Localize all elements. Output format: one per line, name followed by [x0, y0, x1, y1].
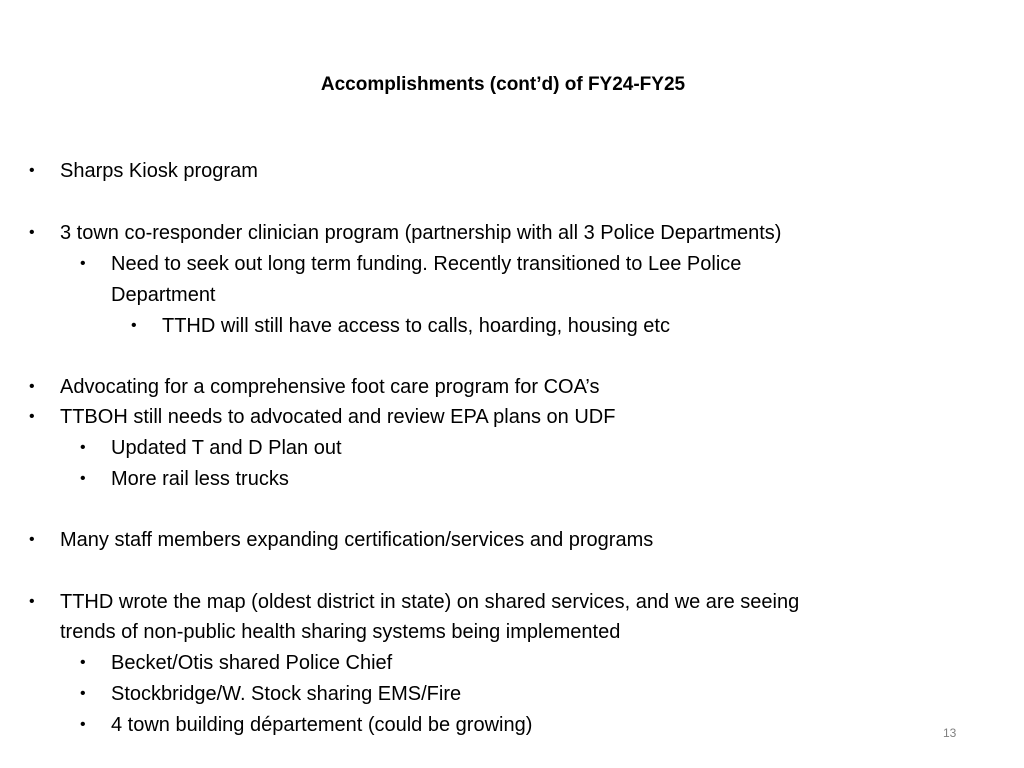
bullet-icon: • — [80, 654, 86, 671]
bullet-text: More rail less trucks — [111, 468, 289, 490]
bullet-icon: • — [80, 470, 86, 487]
bullet-icon: • — [29, 408, 35, 425]
page-number: 13 — [943, 726, 957, 740]
bullet-icon: • — [29, 162, 35, 179]
bullet-icon: • — [80, 439, 86, 456]
bullet-text: Many staff members expanding certification/services and programs — [60, 529, 654, 551]
slide-title: Accomplishments (cont’d) of FY24-FY25 — [320, 74, 686, 95]
bullet-icon: • — [29, 531, 35, 548]
bullet-text: 4 town building département (could be growing) — [111, 714, 533, 736]
bullet-text: TTHD wrote the map (oldest district in state) on shared services, and we are seeing — [60, 591, 800, 613]
bullet-icon: • — [80, 685, 86, 702]
bullet-text: Becket/Otis shared Police Chief — [111, 652, 393, 674]
bullet-text: Need to seek out long term funding. Recently transitioned to Lee Police — [111, 253, 742, 275]
bullet-text: 3 town co-responder clinician program (partnership with all 3 Police Departments) — [60, 222, 782, 244]
bullet-text: Updated T and D Plan out — [111, 437, 342, 459]
bullet-text-continuation: trends of non-public health sharing systems being implemented — [60, 621, 621, 643]
bullet-icon: • — [29, 378, 35, 395]
bullet-text-continuation: Department — [111, 284, 216, 306]
bullet-text: Stockbridge/W. Stock sharing EMS/Fire — [111, 683, 462, 705]
bullet-icon: • — [131, 317, 137, 334]
bullet-icon: • — [29, 593, 35, 610]
bullet-text: TTBOH still needs to advocated and review EPA plans on UDF — [60, 406, 616, 428]
bullet-icon: • — [80, 716, 86, 733]
bullet-text: Sharps Kiosk program — [60, 160, 258, 182]
bullet-icon: • — [80, 255, 86, 272]
bullet-icon: • — [29, 224, 35, 241]
bullet-text: TTHD will still have access to calls, hoarding, housing etc — [162, 315, 670, 337]
bullet-text: Advocating for a comprehensive foot care program for COA’s — [60, 376, 600, 398]
